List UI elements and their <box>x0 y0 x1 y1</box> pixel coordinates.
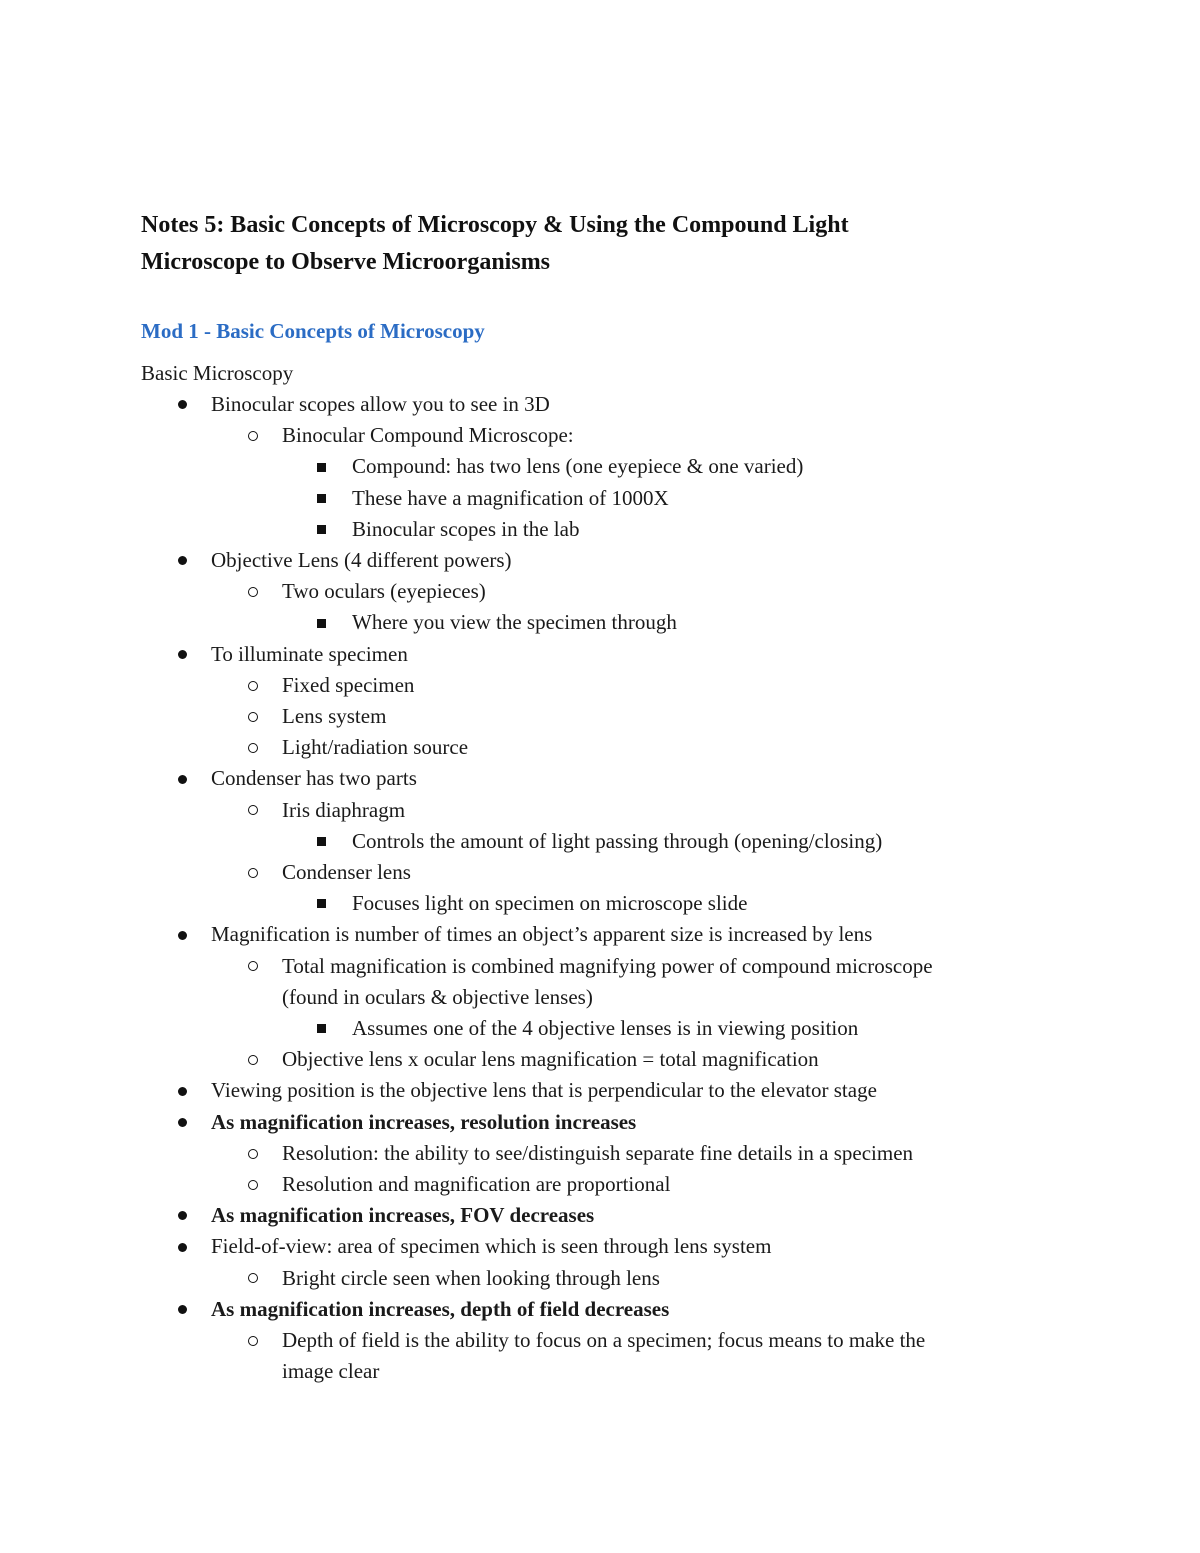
list-item-text: Where you view the specimen through <box>352 610 677 635</box>
list-item-text: Bright circle seen when looking through lens <box>282 1265 660 1290</box>
list-item-text: As magnification increases, resolution increases <box>211 1109 637 1134</box>
dot-icon <box>178 556 187 565</box>
bullet <box>248 420 262 451</box>
list-item-text: Resolution: the ability to see/distinguish separate fine details in a specimen <box>282 1140 914 1165</box>
list-item-text: Objective lens x ocular lens magnification = total magnification <box>282 1047 819 1072</box>
list-item-text: Assumes one of the 4 objective lenses is in viewing position <box>352 1016 859 1041</box>
subheading: Basic Microscopy <box>141 361 294 385</box>
page-title-line-1: Notes 5: Basic Concepts of Microscopy & Using the Compound Light <box>141 212 849 238</box>
section-heading: Mod 1 - Basic Concepts of Microscopy <box>141 319 485 343</box>
list-item-text: Total magnification is combined magnifying power of compound microscope <box>282 953 933 978</box>
dot-icon <box>178 400 187 409</box>
bullet <box>178 763 190 794</box>
list-item <box>141 1325 1041 1387</box>
circle-icon <box>248 868 258 878</box>
list-item <box>141 1075 1041 1106</box>
list-item-text: Condenser has two parts <box>211 766 417 791</box>
bullet <box>178 545 190 576</box>
bullet <box>178 1294 190 1325</box>
list-item <box>141 451 1041 482</box>
list-item <box>141 732 1041 763</box>
list-item <box>141 483 1041 514</box>
circle-icon <box>248 1149 258 1159</box>
list-item-text: Viewing position is the objective lens that is perpendicular to the elevator stage <box>211 1078 877 1103</box>
circle-icon <box>248 961 258 971</box>
list-item-text: As magnification increases, FOV decreases <box>211 1203 595 1228</box>
list-item <box>141 951 1041 1013</box>
bullet <box>248 1263 262 1294</box>
list-item <box>141 670 1041 701</box>
list-item <box>141 545 1041 576</box>
bullet <box>248 1138 262 1169</box>
circle-icon <box>248 1336 258 1346</box>
bullet <box>248 1169 262 1200</box>
bullet <box>317 826 331 857</box>
circle-icon <box>248 587 258 597</box>
bullet <box>248 576 262 607</box>
list-item-text: Binocular scopes allow you to see in 3D <box>211 392 550 416</box>
list-item <box>141 1231 1041 1262</box>
list-item-text: Light/radiation source <box>282 735 469 760</box>
circle-icon <box>248 712 258 722</box>
square-icon <box>317 899 326 908</box>
bullet <box>178 1107 190 1138</box>
bullet <box>248 1044 262 1075</box>
circle-icon <box>248 1180 258 1190</box>
list-item <box>141 701 1041 732</box>
dot-icon <box>178 775 187 784</box>
list-item-text: Two oculars (eyepieces) <box>282 579 486 604</box>
list-item <box>141 1044 1041 1075</box>
list-item <box>141 1013 1041 1044</box>
list-item <box>141 1107 1041 1138</box>
dot-icon <box>178 1118 187 1127</box>
page-title-line-2: Microscope to Observe Microorganisms <box>141 249 551 275</box>
square-icon <box>317 1024 326 1033</box>
list-item-text: As magnification increases, depth of field decreases <box>211 1296 670 1321</box>
bullet <box>178 919 190 950</box>
dot-icon <box>178 931 187 940</box>
bullet <box>178 1075 190 1106</box>
list-item-text: Controls the amount of light passing through (opening/closing) <box>352 828 883 853</box>
list-item-text: Binocular scopes in the lab <box>352 516 580 541</box>
list-item <box>141 1294 1041 1325</box>
bullet <box>248 701 262 732</box>
bullet <box>248 951 262 982</box>
list-item <box>141 514 1041 545</box>
list-item-text: Compound: has two lens (one eyepiece & one varied) <box>352 454 804 479</box>
circle-icon <box>248 1055 258 1065</box>
bullet <box>178 389 190 420</box>
dot-icon <box>178 1243 187 1252</box>
bullet <box>317 607 331 638</box>
bullet <box>248 670 262 701</box>
list-item <box>141 763 1041 794</box>
bullet <box>248 732 262 763</box>
dot-icon <box>178 1087 187 1096</box>
list-item-text: Focuses light on specimen on microscope slide <box>352 891 748 916</box>
circle-icon <box>248 805 258 815</box>
dot-icon <box>178 650 187 659</box>
bullet <box>248 795 262 826</box>
list-item <box>141 639 1041 670</box>
page-title <box>141 207 1041 281</box>
circle-icon <box>248 1273 258 1283</box>
list-item <box>141 857 1041 888</box>
bullet <box>317 451 331 482</box>
list-item-text: Binocular Compound Microscope: <box>282 423 574 448</box>
dot-icon <box>178 1211 187 1220</box>
list-item <box>141 420 1041 451</box>
list-item-text: Lens system <box>282 704 387 729</box>
list-item <box>141 389 1041 420</box>
list-item-text: Field-of-view: area of specimen which is seen through lens system <box>211 1234 772 1259</box>
square-icon <box>317 525 326 534</box>
list-item <box>141 888 1041 919</box>
bullet <box>248 1325 262 1356</box>
list-item <box>141 1169 1041 1200</box>
list-item-text: To illuminate specimen <box>211 641 408 666</box>
list-item <box>141 826 1041 857</box>
square-icon <box>317 837 326 846</box>
list-item <box>141 1263 1041 1294</box>
circle-icon <box>248 681 258 691</box>
square-icon <box>317 494 326 503</box>
list-item <box>141 1200 1041 1231</box>
bullet <box>317 888 331 919</box>
list-item <box>141 1138 1041 1169</box>
circle-icon <box>248 431 258 441</box>
list-item-text: Resolution and magnification are proportional <box>282 1172 671 1197</box>
list-item <box>141 607 1041 638</box>
list-item <box>141 576 1041 607</box>
square-icon <box>317 619 326 628</box>
list-item-text-continuation: image clear <box>282 1359 380 1384</box>
bullet <box>248 857 262 888</box>
bullet <box>317 483 331 514</box>
list-item <box>141 795 1041 826</box>
bullet <box>317 1013 331 1044</box>
bullet <box>317 514 331 545</box>
list-item-text: These have a magnification of 1000X <box>352 485 669 510</box>
bullet <box>178 639 190 670</box>
list-item-text: Fixed specimen <box>282 672 415 697</box>
list-item-text-continuation: (found in oculars & objective lenses) <box>282 984 593 1009</box>
list-item-text: Objective Lens (4 different powers) <box>211 548 512 573</box>
bullet <box>178 1231 190 1262</box>
notes-list <box>141 389 1041 1388</box>
dot-icon <box>178 1305 187 1314</box>
bullet <box>178 1200 190 1231</box>
list-item-text: Condenser lens <box>282 860 411 885</box>
list-item-text: Iris diaphragm <box>282 797 406 822</box>
list-item <box>141 919 1041 950</box>
list-item-text: Magnification is number of times an object’s apparent size is increased by lens <box>211 922 873 947</box>
circle-icon <box>248 743 258 753</box>
square-icon <box>317 463 326 472</box>
list-item-text: Depth of field is the ability to focus on a specimen; focus means to make the <box>282 1328 926 1353</box>
